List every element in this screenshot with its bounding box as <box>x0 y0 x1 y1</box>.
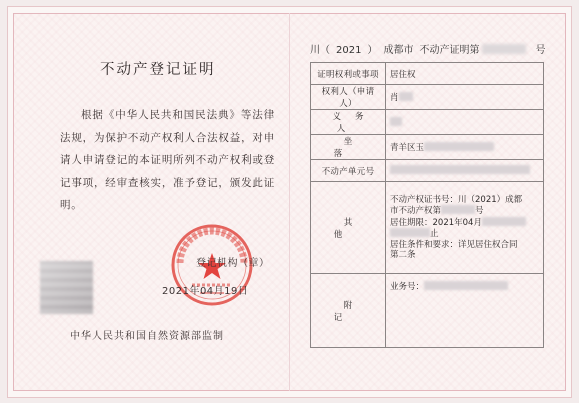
redacted-term-end <box>390 228 430 237</box>
cert-suffix: ） <box>367 45 378 56</box>
row-label-other: 其他 <box>311 182 386 274</box>
redacted-business-number <box>424 281 508 290</box>
row-label-notes: 附记 <box>311 274 386 348</box>
certificate-title: 不动产登记证明 <box>100 62 216 78</box>
redacted-unit-number <box>390 165 530 174</box>
other-line: 第二条 <box>390 250 416 260</box>
other-line: 市不动产权第 号 <box>390 206 484 216</box>
page-divider <box>289 13 290 391</box>
business-number-label: 业务号： <box>390 282 425 292</box>
row-value-rights: 居住权 <box>386 63 544 85</box>
table-row <box>311 135 544 160</box>
table-row <box>311 274 544 348</box>
row-value-notes <box>386 274 544 348</box>
location-text: 青羊区玉 <box>390 143 425 153</box>
table-row <box>311 182 544 274</box>
row-value-holder <box>386 85 544 110</box>
row-label-location: 坐落 <box>311 135 386 160</box>
redacted-holder-name <box>399 92 413 101</box>
row-value-location <box>386 135 544 160</box>
cert-number-end: 号 <box>535 45 546 56</box>
issue-date: 2021年04月19日 <box>162 286 249 297</box>
row-label-unit-number: 不动产单元号 <box>311 160 386 182</box>
cert-year: 2021 <box>336 45 362 56</box>
redacted-term <box>482 217 526 226</box>
row-label-holder: 权利人（申请人） <box>311 85 386 110</box>
qr-code-blurred <box>40 261 93 314</box>
redacted-number <box>482 44 526 54</box>
cert-prefix: 川（ <box>310 45 330 56</box>
certificate-number-line <box>310 41 545 56</box>
row-value-other <box>386 182 544 274</box>
redacted-location <box>424 142 494 151</box>
other-line: 居住条件和要求：详见居住权合同 <box>390 239 518 250</box>
cert-city: 成都市 <box>383 45 414 56</box>
certificate-body-text: 根据《中华人民共和国民法典》等法律法规，为保护不动产权利人合法权益，对申请人申请登记的本证明所列不动产权利或登记事项，经审查核实，准予登记，颁发此证明。 <box>60 109 275 211</box>
other-line: 止 <box>390 228 539 240</box>
supervision-footer: 中华人民共和国自然资源部监制 <box>70 331 224 342</box>
table-row <box>311 110 544 135</box>
row-label-obligor: 义务人 <box>311 110 386 135</box>
redacted-obligor <box>390 117 402 126</box>
row-value-obligor <box>386 110 544 135</box>
table-row <box>311 160 544 182</box>
row-label-rights: 证明权利或事项 <box>311 63 386 85</box>
cert-number-label: 不动产证明第 <box>419 45 480 56</box>
redacted-cert-number <box>441 205 475 214</box>
row-value-unit-number <box>386 160 544 182</box>
other-line: 不动产权证书号：川（2021）成都 <box>390 194 523 205</box>
holder-name: 肖 <box>390 93 399 103</box>
registrar-label: 登记机构（章） <box>196 258 270 269</box>
table-row <box>311 85 544 110</box>
other-line: 居住期限：2021年04月 <box>390 217 539 229</box>
registration-table <box>310 62 544 348</box>
table-row <box>311 63 544 85</box>
